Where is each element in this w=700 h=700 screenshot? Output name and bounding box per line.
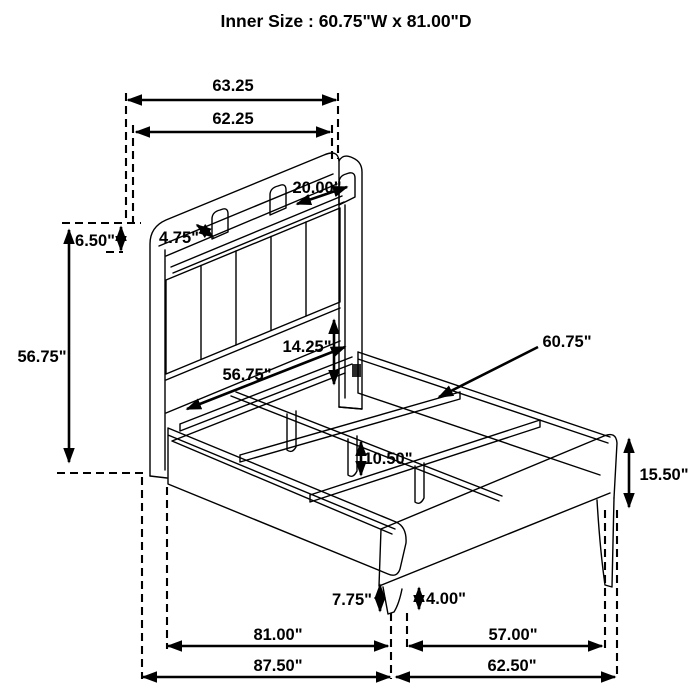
headboard-left-post-inner [150, 250, 167, 478]
dim-leader-slat-length [439, 347, 538, 397]
dim-label-headboard-width-outer: 63.25 [212, 77, 254, 95]
slat-middle [240, 392, 460, 462]
dim-label-center-leg-height: 10.50" [363, 450, 413, 468]
dim-label-footboard-span-inner: 57.00" [488, 626, 538, 644]
footboard-left-leg [383, 587, 402, 614]
footboard-panel [379, 435, 617, 586]
dim-label-footboard-leg-height: 4.00" [426, 590, 466, 608]
diagram-title: Inner Size : 60.75"W x 81.00"D [220, 11, 472, 31]
dim-label-footboard-height: 15.50" [639, 466, 689, 484]
dim-label-shelf-opening-width: 20.00" [292, 179, 342, 197]
bed-drawing [150, 153, 617, 614]
dim-label-depth-outer: 87.50" [253, 657, 303, 675]
dim-label-headboard-height: 56.75" [17, 348, 67, 366]
dim-label-headboard-width-inner-top: 62.25 [212, 110, 254, 128]
dim-label-slat-length: 60.75" [542, 333, 592, 351]
dim-label-headboard-width-inner: 56.75" [222, 366, 272, 384]
dim-label-shelf-height: 6.50" [75, 232, 115, 250]
dim-label-depth-inner: 81.00" [253, 626, 303, 644]
rail-bracket [352, 364, 361, 377]
center-leg-1 [287, 411, 296, 451]
dim-label-panel-to-slat: 14.25" [282, 338, 332, 356]
shelf-divider-1 [212, 209, 228, 239]
dim-label-footboard-span-outer: 62.50" [487, 657, 537, 675]
dim-label-rail-floor-clearance: 7.75" [332, 591, 372, 609]
dim-label-shelf-opening-depth: 4.75" [159, 229, 199, 247]
